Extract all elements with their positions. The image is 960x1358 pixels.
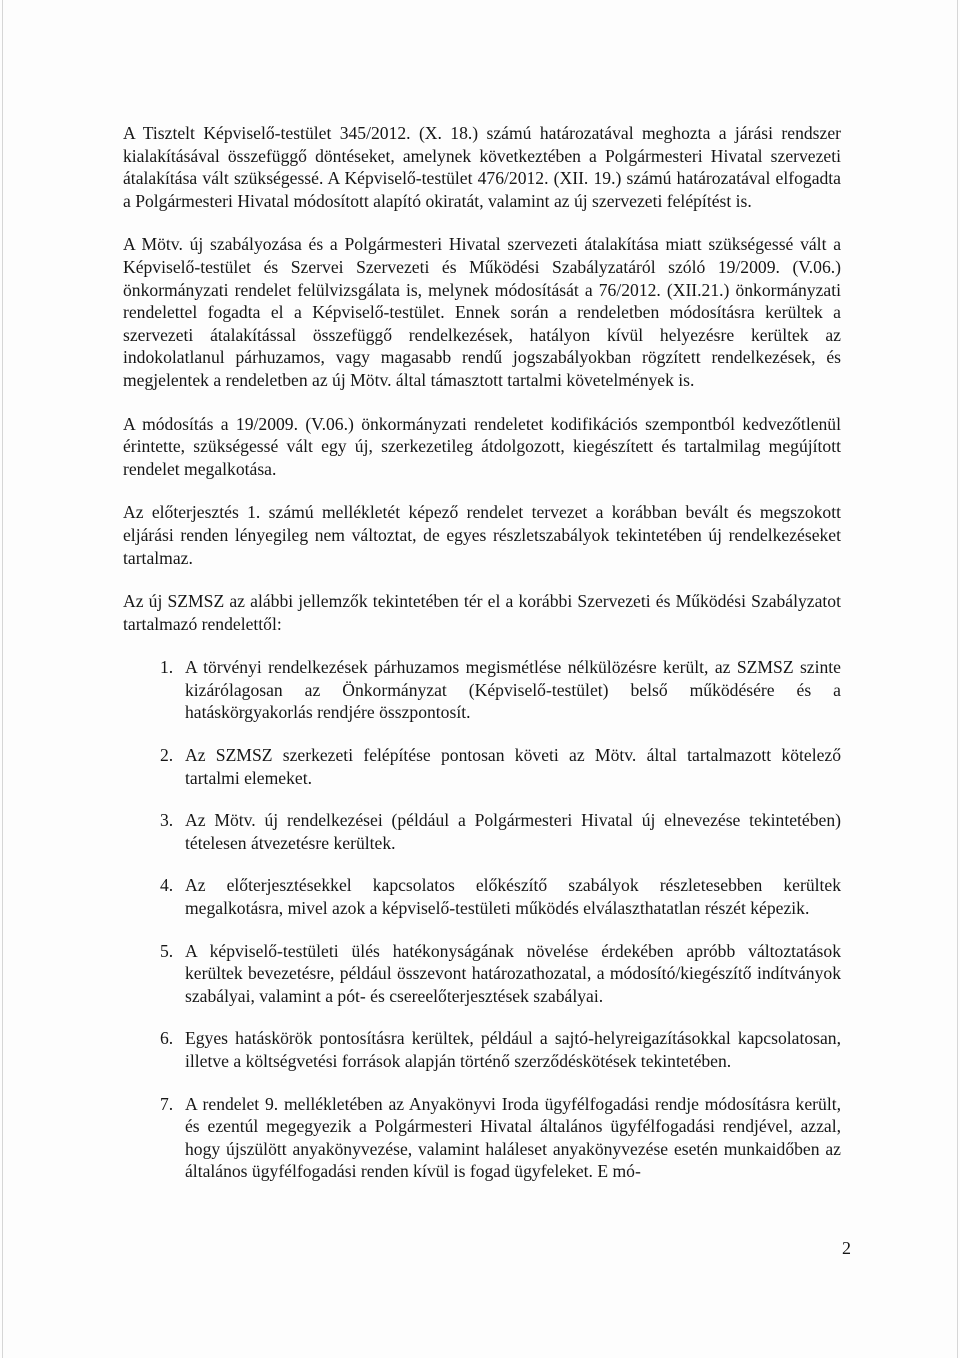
list-item-text: Az Mötv. új rendelkezései (például a Polgármesteri Hivatal új elnevezése tekintetében) tételesen átvezetésre kerültek.: [185, 810, 841, 853]
list-item-number: 4.: [160, 875, 174, 896]
paragraph-intro: A Tisztelt Képviselő-testület 345/2012. (X. 18.) számú határozatával meghozta a járási rendszer kialakításával összefüggő döntéseket, amelynek következtében a Polgármesteri Hivatal szervezeti átalakítása vált szükségessé. A Képviselő-testület 476/2012. (XII. 19.) számú határozatával elfogadta a Polgármesteri Hivatal módosított alapító okiratát, valamint az új szervezeti felépítést is.: [123, 123, 841, 211]
list-item-text: A rendelet 9. mellékletében az Anyakönyvi Iroda ügyfélfogadási rendje módosításra került, és ezentúl megegyezik a Polgármesteri Hivatal általános ügyfélfogadási rendjével, azzal, hogy újszülött anyakönyvezése, valamint haláleset anyakönyvezése esetén munkaidőben az általános ügyfélfogadási renden kívül is fogad ügyfeleket. E mó-: [185, 1093, 841, 1182]
page-number: 2: [842, 1238, 851, 1258]
list-item: [123, 874, 841, 919]
list-item-number: 3.: [160, 810, 174, 831]
list-item-number: 5.: [160, 940, 174, 961]
list-item: [123, 809, 841, 854]
list-item: [123, 744, 841, 789]
list-item-number: 6.: [160, 1028, 174, 1049]
paragraph-amendment: A módosítás a 19/2009. (V.06.) önkormányzati rendeletet kodifikációs szempontból kedvezőtlenül érintette, szükségessé vált egy új, szerkezetileg átdolgozott, kiegészített és tartalmilag megújított rendelet megalkotása.: [123, 413, 841, 479]
list-item: [123, 940, 841, 1008]
differences-list: [123, 656, 841, 1183]
list-item-text: A törvényi rendelkezések párhuzamos megismétlése nélkülözésre került, az SZMSZ szinte kizárólagosan az Önkormányzat (Képviselő-testület) belső működésére és a hatáskörgyakorlás rendjére összpontosít.: [185, 657, 841, 723]
paragraph-motv-regulation: A Mötv. új szabályozása és a Polgármesteri Hivatal szervezeti átalakítása miatt szükségessé vált a Képviselő-testület és Szervei Szervezeti és Működési Szabályzatáról szóló 19/2009. (V.06.) önkormányzati rendelet felülvizsgálata is, melynek módosítását a 76/2012. (XII.21.) önkormányzati rendelettel fogadta el a Képviselő-testület. Ennek során a rendeletben módosításra kerültek a szervezeti átalakítással összefüggő rendelkezések, hatályon kívül helyezésre kerültek az indokolatlanul párhuzamos, vagy magasabb rendű jogszabályokban rögzített rendelkezések, és megjelentek a rendeletben az új Mötv. által támasztott tartalmi követelmények is.: [123, 234, 841, 390]
list-item-text: Az előterjesztésekkel kapcsolatos előkészítő szabályok részletesebben kerültek megalkotásra, mivel azok a képviselő-testületi működés elválaszthatatlan részét képezik.: [185, 875, 841, 919]
list-item-text: Egyes hatáskörök pontosításra kerültek, például a sajtó-helyreigazításokkal kapcsolatosan, illetve a költségvetési források alapján történő szerződéskötések tekintetében.: [185, 1028, 841, 1071]
list-item: [123, 656, 841, 724]
list-item: [123, 1027, 841, 1072]
scan-left-edge: [2, 0, 3, 1358]
paragraph-draft-regulation: Az előterjesztés 1. számú mellékletét képező rendelet tervezet a korábban bevált és megszokott eljárási renden lényegileg nem változtat, de egyes részletszabályok tekintetében új rendelkezéseket tartalmaz.: [123, 502, 841, 568]
list-item-text: Az SZMSZ szerkezeti felépítése pontosan követi az Mötv. által tartalmazott kötelező tartalmi elemeket.: [185, 745, 841, 788]
document-body: [123, 122, 841, 1203]
list-item-text: A képviselő-testületi ülés hatékonyságának növelése érdekében apróbb változtatások kerültek bevezetésre, például összevont határozathozatal, a módosító/kiegészítő indítványok szabályai, valamint a pót- és csereelőterjesztések szabályai.: [185, 940, 841, 1006]
paragraph-list-intro: Az új SZMSZ az alábbi jellemzők tekintetében tér el a korábbi Szervezeti és Működési Szabályzatot tartalmazó rendelettől:: [123, 591, 841, 634]
scan-right-edge: [957, 0, 958, 1358]
list-item: [123, 1093, 841, 1183]
list-item-number: 7.: [160, 1093, 174, 1114]
list-item-number: 1.: [160, 657, 174, 678]
list-item-number: 2.: [160, 745, 174, 766]
